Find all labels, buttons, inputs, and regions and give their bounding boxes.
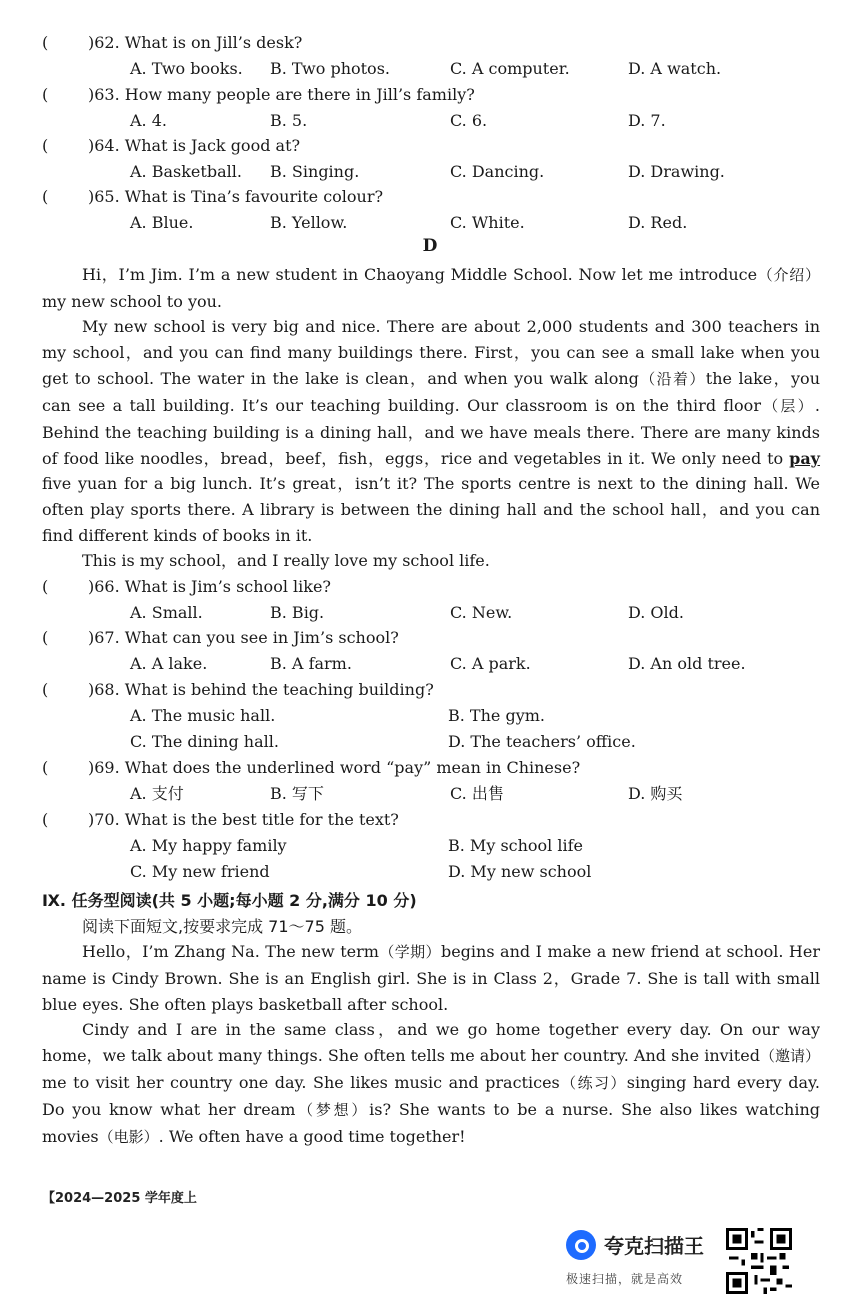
question-stem: )62. What is on Jill’s desk? (88, 33, 303, 52)
passage-ix-paragraph-1: Hello，I’m Zhang Na. The new term（学期）begins and I make a new friend at school. Her name is Cindy Brown. She is an English girl. She is in Class 2，Grade 7. She is tall with small blue eyes. She often plays basketball after school. (42, 942, 820, 1014)
option-d: D. The teachers’ office. (448, 732, 636, 751)
qr-code-icon (726, 1228, 792, 1294)
question-63 (42, 82, 822, 134)
option-d: D. A watch. (628, 59, 722, 78)
answer-bracket[interactable]: ( (42, 187, 49, 206)
passage-ix-paragraph-2: Cindy and I are in the same class，and we go home together every day. On our way home，we talk about many things. She often tells me about her country. And she invited（邀请）me to visit her country one day. She likes music and practices（练习）singing hard every day. Do you know what her dream（梦想）is? She wants to be a nurse. She also likes watching movies（电影）. We often have a good time together! (42, 1020, 821, 1146)
question-stem: )63. How many people are there in Jill’s family? (88, 85, 475, 104)
answer-bracket[interactable]: ( (42, 758, 49, 777)
question-stem: )67. What can you see in Jim’s school? (88, 628, 399, 647)
option-a: A. Blue. (130, 213, 194, 232)
option-a: A. 支付 (130, 784, 184, 803)
passage-d-paragraph-1: Hi，I’m Jim. I’m a new student in Chaoyang Middle School. Now let me introduce（介绍）my new school to you. (42, 265, 820, 311)
option-c: C. My new friend (130, 862, 270, 881)
option-c: C. White. (450, 213, 525, 232)
chinese-gloss: （电影） (98, 1127, 159, 1146)
option-b: B. Yellow. (270, 213, 348, 232)
question-stem: )69. What does the underlined word “pay” mean in Chinese? (88, 758, 581, 777)
answer-bracket[interactable]: ( (42, 680, 49, 699)
option-b: B. 写下 (270, 784, 324, 803)
option-d: D. 购买 (628, 784, 683, 803)
scanner-watermark (562, 1226, 802, 1296)
option-b: B. A farm. (270, 654, 352, 673)
option-d: D. Old. (628, 603, 684, 622)
passage-d-paragraph-2: My new school is very big and nice. There are about 2,000 students and 300 teachers in my school，and you can find many buildings there. First，you can see a small lake when you get to school. The water in the lake is clean，and when you walk along（沿着）the lake，you can see a tall building. It’s our teaching building. Our classroom is on the third floor（层）. Behind the teaching building is a dining hall，and we have meals there. There are many kinds of food like noodles，bread，beef，fish，eggs，rice and vegetables in it. We only need to pay five yuan for a big lunch. It’s great，isn’t it? The sports centre is next to the dining hall. We often play sports there. A library is between the dining hall and the school hall，and you can find different kinds of books in it. (42, 317, 820, 546)
underlined-word-pay: pay (789, 448, 820, 468)
option-a: A. Small. (130, 603, 203, 622)
option-a: A. Two books. (130, 59, 243, 78)
option-d: D. An old tree. (628, 654, 746, 673)
chinese-gloss: （层） (760, 396, 815, 415)
chinese-gloss: （练习） (559, 1073, 627, 1092)
option-a: A. A lake. (130, 654, 208, 673)
option-a: A. The music hall. (130, 706, 276, 725)
answer-bracket[interactable]: ( (42, 85, 49, 104)
question-65 (42, 184, 822, 236)
question-stem: )70. What is the best title for the text? (88, 810, 399, 829)
answer-bracket[interactable]: ( (42, 810, 49, 829)
chinese-gloss: （介绍） (757, 266, 820, 284)
page-footer: 【2024—2025 学年度上 (42, 1191, 197, 1206)
option-c: C. Dancing. (450, 162, 545, 181)
chinese-gloss: （沿着） (638, 369, 706, 388)
chinese-gloss: （学期） (378, 943, 441, 961)
question-69 (42, 755, 822, 807)
option-d: D. My new school (448, 862, 592, 881)
watermark-slogan: 极速扫描，就是高效 (566, 1272, 684, 1286)
question-66 (42, 574, 822, 626)
chinese-gloss: （邀请） (759, 1046, 820, 1065)
question-stem: )65. What is Tina’s favourite colour? (88, 187, 384, 206)
option-b: B. My school life (448, 836, 584, 855)
question-62 (42, 30, 822, 82)
question-stem: )64. What is Jack good at? (88, 136, 301, 155)
section-ix-heading: Ⅸ. 任务型阅读(共 5 小题;每小题 2 分,满分 10 分) (42, 891, 417, 910)
answer-bracket[interactable]: ( (42, 577, 49, 596)
answer-bracket[interactable]: ( (42, 33, 49, 52)
option-a: A. 4. (130, 111, 167, 130)
option-b: B. Singing. (270, 162, 360, 181)
option-b: B. The gym. (448, 706, 545, 725)
option-a: A. Basketball. (130, 162, 242, 181)
answer-bracket[interactable]: ( (42, 628, 49, 647)
watermark-brand: 夸克扫描王 (604, 1234, 704, 1258)
question-stem: )68. What is behind the teaching building? (88, 680, 434, 699)
option-c: C. 出售 (450, 784, 504, 803)
option-d: D. Drawing. (628, 162, 725, 181)
option-b: B. Two photos. (270, 59, 390, 78)
option-d: D. 7. (628, 111, 666, 130)
question-stem: )66. What is Jim’s school like? (88, 577, 331, 596)
option-c: C. A computer. (450, 59, 570, 78)
chinese-gloss: （梦想） (295, 1100, 370, 1119)
question-64 (42, 133, 822, 185)
option-c: C. New. (450, 603, 513, 622)
question-70 (42, 807, 822, 885)
scanner-logo-icon (566, 1230, 596, 1260)
section-ix-instruction: 阅读下面短文,按要求完成 71～75 题。 (82, 917, 362, 936)
section-d-title: D (422, 236, 438, 256)
option-d: D. Red. (628, 213, 688, 232)
question-68 (42, 677, 822, 755)
option-b: B. Big. (270, 603, 325, 622)
option-c: C. A park. (450, 654, 531, 673)
option-b: B. 5. (270, 111, 308, 130)
option-a: A. My happy family (130, 836, 287, 855)
question-67 (42, 625, 822, 677)
option-c: C. The dining hall. (130, 732, 279, 751)
option-c: C. 6. (450, 111, 488, 130)
answer-bracket[interactable]: ( (42, 136, 49, 155)
passage-d-paragraph-3: This is my school，and I really love my school life. (82, 551, 490, 570)
